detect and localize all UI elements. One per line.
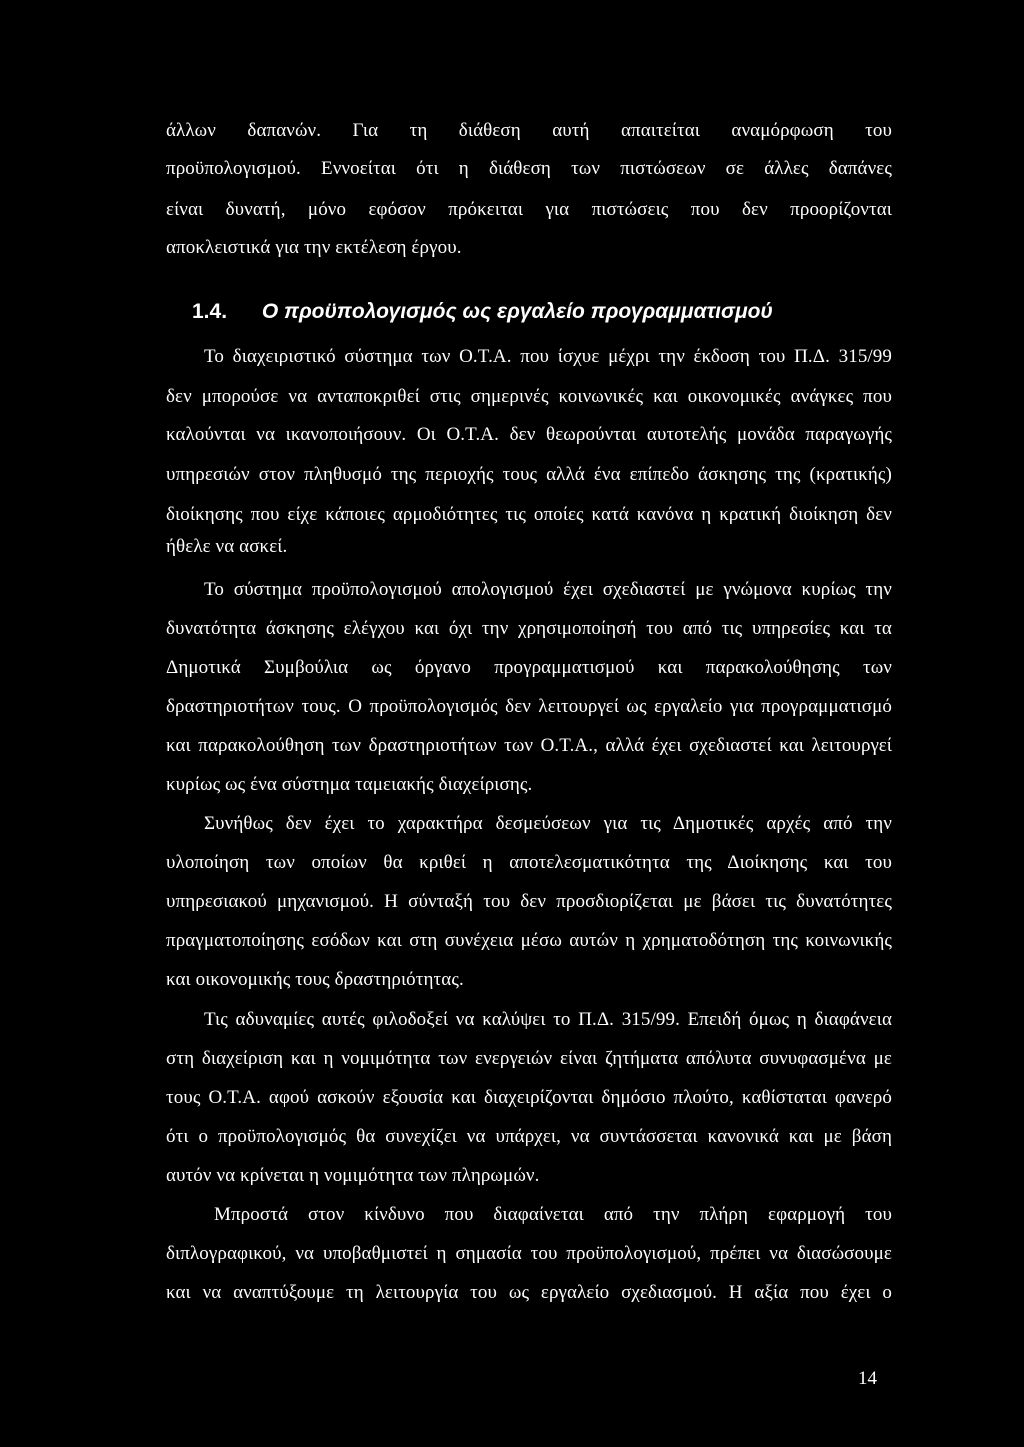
paragraph-5-line-2: διπλογραφικού, να υποβαθμιστεί η σημασία του προϋπολογισμού, πρέπει να διασώσουμε [166, 1243, 892, 1264]
paragraph-2-line-1: Το σύστημα προϋπολογισμού απολογισμού έχει σχεδιαστεί με γνώμονα κυρίως την [204, 579, 892, 600]
paragraph-3-line-3: υπηρεσιακού μηχανισμού. Η σύνταξή του δεν προσδιορίζεται με βάσει τις δυνατότητες [166, 891, 892, 912]
paragraph-4-line-1: Τις αδυναμίες αυτές φιλοδοξεί να καλύψει το Π.Δ. 315/99. Επειδή όμως η διαφάνεια [204, 1009, 892, 1030]
section-title: Ο προϋπολογισμός ως εργαλείο προγραμματισμού [261, 300, 773, 323]
paragraph-3-line-5: και οικονομικής τους δραστηριότητας. [166, 969, 464, 990]
paragraph-5-line-1: Μπροστά στον κίνδυνο που διαφαίνεται από την πλήρη εφαρμογή του [214, 1204, 892, 1225]
paragraph-1-line-1: Το διαχειριστικό σύστημα των Ο.Τ.Α. που ίσχυε μέχρι την έκδοση του Π.Δ. 315/99 [204, 346, 892, 367]
intro-line-4: αποκλειστικά για την εκτέλεση έργου. [166, 237, 462, 258]
paragraph-1-line-6: ήθελε να ασκεί. [166, 536, 288, 557]
paragraph-5-line-3: και να αναπτύξουμε τη λειτουργία του ως εργαλείο σχεδιασμού. Η αξία που έχει ο [166, 1282, 892, 1303]
section-number: 1.4. [192, 300, 228, 323]
paragraph-4-line-3: τους Ο.Τ.Α. αφού ασκούν εξουσία και διαχειρίζονται δημόσιο πλούτο, καθίσταται φανερό [166, 1087, 892, 1108]
paragraph-3-line-1: Συνήθως δεν έχει το χαρακτήρα δεσμεύσεων για τις Δημοτικές αρχές από την [204, 813, 892, 834]
paragraph-2-line-6: κυρίως ως ένα σύστημα ταμειακής διαχείρισης. [166, 774, 533, 795]
page-number: 14 [858, 1368, 877, 1389]
paragraph-3-line-2: υλοποίηση των οποίων θα κριθεί η αποτελεσματικότητα της Διοίκησης και του [166, 852, 892, 873]
intro-line-2: προϋπολογισμού. Εννοείται ότι η διάθεση των πιστώσεων σε άλλες δαπάνες [166, 158, 892, 179]
intro-line-1: άλλων δαπανών. Για τη διάθεση αυτή απαιτείται αναμόρφωση του [166, 120, 892, 141]
intro-line-3: είναι δυνατή, μόνο εφόσον πρόκειται για πιστώσεις που δεν προορίζονται [166, 199, 892, 220]
paragraph-1-line-4: υπηρεσιών στον πληθυσμό της περιοχής τους αλλά ένα επίπεδο άσκησης της (κρατικής) [166, 464, 892, 485]
paragraph-4-line-2: στη διαχείριση και η νομιμότητα των ενεργειών είναι ζητήματα απόλυτα συνυφασμένα με [166, 1048, 892, 1069]
paragraph-1-line-3: καλούνται να ικανοποιήσουν. Οι Ο.Τ.Α. δεν θεωρούνται αυτοτελής μονάδα παραγωγής [166, 424, 892, 445]
paragraph-4-line-5: αυτόν να κρίνεται η νομιμότητα των πληρωμών. [166, 1165, 540, 1186]
paragraph-2-line-2: δυνατότητα άσκησης ελέγχου και όχι την χρησιμοποίησή του από τις υπηρεσίες και τα [166, 618, 892, 639]
paragraph-1-line-2: δεν μπορούσε να ανταποκριθεί στις σημερινές κοινωνικές και οικονομικές ανάγκες που [166, 386, 892, 407]
paragraph-1-line-5: διοίκησης που είχε κάποιες αρμοδιότητες τις οποίες κατά κανόνα η κρατική διοίκηση δεν [166, 504, 892, 525]
paragraph-2-line-4: δραστηριοτήτων τους. Ο προϋπολογισμός δεν λειτουργεί ως εργαλείο για προγραμματισμό [166, 696, 892, 717]
paragraph-2-line-3: Δημοτικά Συμβούλια ως όργανο προγραμματισμού και παρακολούθησης των [166, 657, 892, 678]
paragraph-3-line-4: πραγματοποίησης εσόδων και στη συνέχεια μέσω αυτών η χρηματοδότηση της κοινωνικής [166, 930, 892, 951]
paragraph-2-line-5: και παρακολούθηση των δραστηριοτήτων των Ο.Τ.Α., αλλά έχει σχεδιαστεί και λειτουργεί [166, 735, 892, 756]
paragraph-4-line-4: ότι ο προϋπολογισμός θα συνεχίζει να υπάρχει, να συντάσσεται κανονικά και με βάση [166, 1126, 892, 1147]
section-heading [192, 292, 892, 332]
